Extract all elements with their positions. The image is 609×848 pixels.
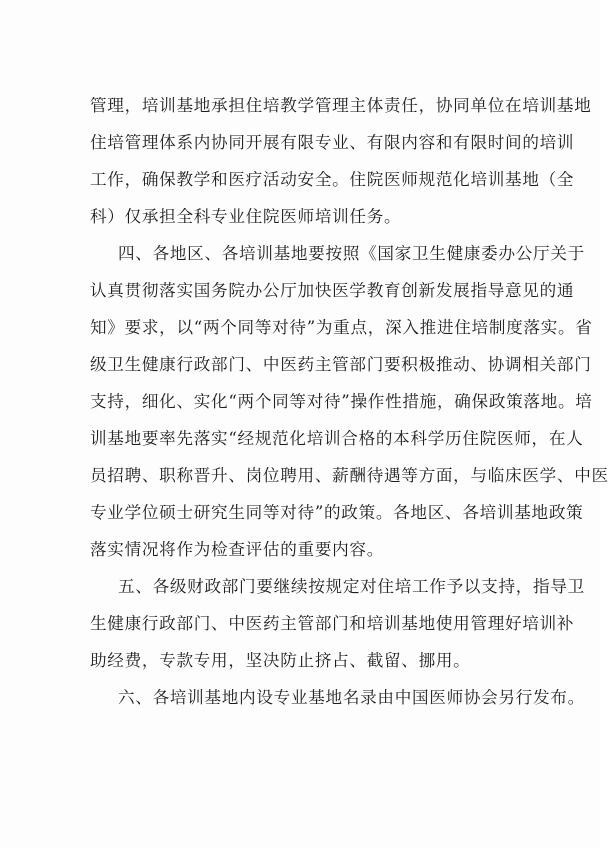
text-line: 管理，培训基地承担住培教学管理主体责任，协同单位在培训基地	[90, 96, 592, 115]
text-line: 助经费，专款专用，坚决防止挤占、截留、挪用。	[90, 651, 471, 670]
text-line: 员招聘、职称晋升、岗位聘用、薪酬待遇等方面，与临床医学、中医	[90, 466, 609, 485]
paragraph-4-first-line: 四、各地区、各培训基地要按照《国家卫生健康委办公厅关于	[118, 244, 585, 263]
text-line: 支持，细化、实化“两个同等对待”操作性措施，确保政策落地。培	[90, 392, 593, 411]
text-line: 训基地要率先落实“经规范化培训合格的本科学历住院医师，在人	[90, 429, 584, 448]
text-line: 生健康行政部门、中医药主管部门和培训基地使用管理好培训补	[90, 614, 575, 633]
paragraph-6-first-line: 六、各培训基地内设专业基地名录由中国医师协会另行发布。	[118, 688, 585, 707]
text-line: 住培管理体系内协同开展有限专业、有限内容和有限时间的培训	[90, 133, 575, 152]
text-line: 知》要求，以“两个同等对待”为重点，深入推进住培制度落实。省	[90, 318, 593, 337]
text-line: 落实情况将作为检查评估的重要内容。	[90, 540, 384, 559]
text-line: 科）仅承担全科专业住院医师培训任务。	[90, 207, 402, 226]
paragraph-5-first-line: 五、各级财政部门要继续按规定对住培工作予以支持，指导卫	[118, 577, 585, 596]
text-line: 认真贯彻落实国务院办公厅加快医学教育创新发展指导意见的通	[90, 281, 575, 300]
text-line: 级卫生健康行政部门、中医药主管部门要积极推动、协调相关部门	[90, 355, 592, 374]
text-line: 工作，确保教学和医疗活动安全。住院医师规范化培训基地（全	[90, 170, 575, 189]
text-line: 专业学位硕士研究生同等对待”的政策。各地区、各培训基地政策	[90, 503, 584, 522]
